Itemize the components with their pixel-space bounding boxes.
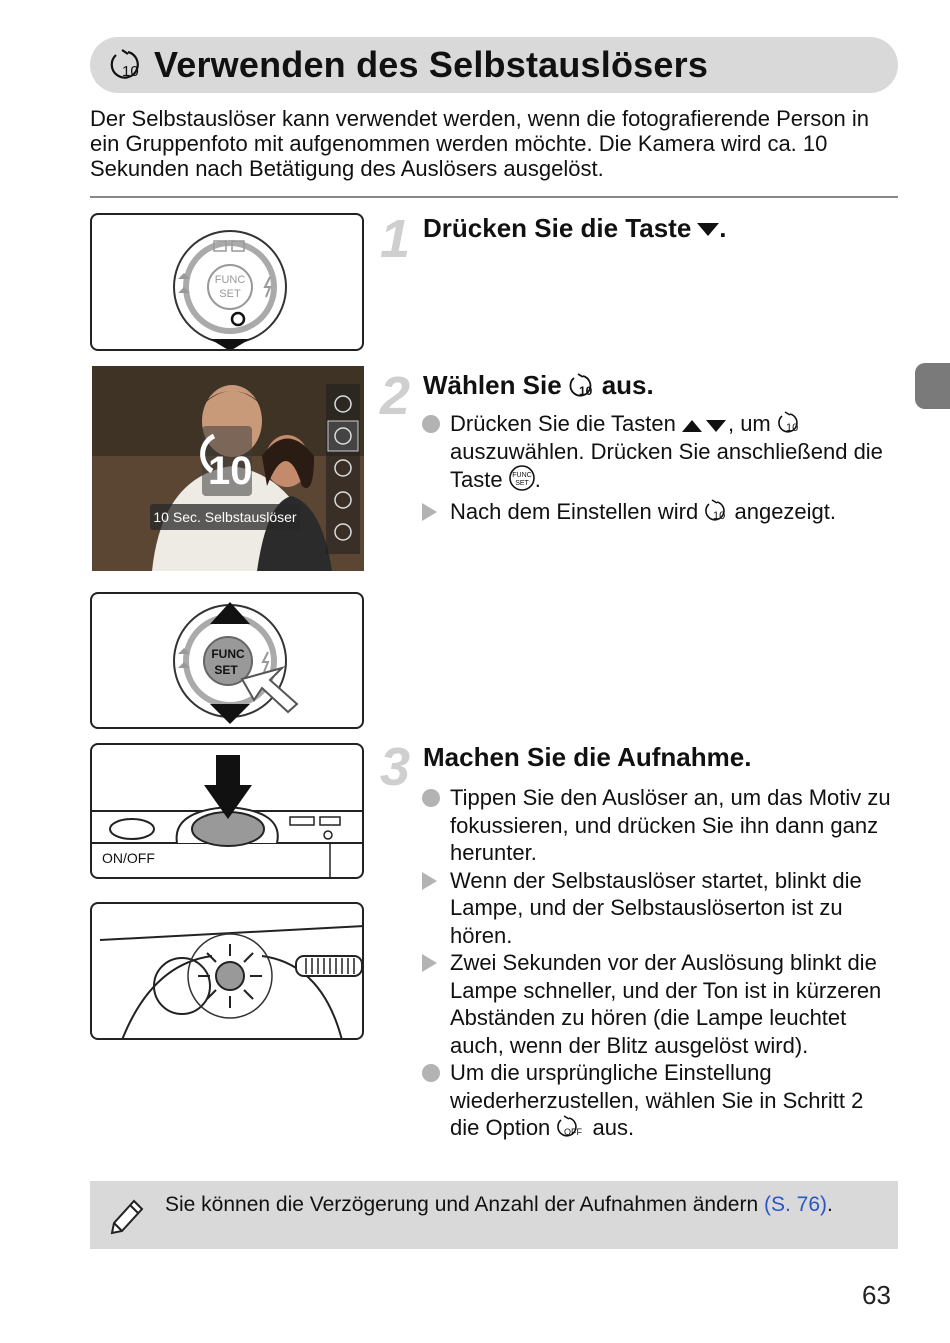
self-timer-10s-icon	[777, 411, 801, 435]
svg-text:10: 10	[578, 383, 593, 398]
shutter-button-icon	[92, 745, 364, 879]
self-timer-10s-icon	[568, 372, 596, 400]
step-2-b1-a: Drücken Sie die Tasten	[450, 411, 676, 436]
control-dial-func-icon	[92, 594, 364, 729]
self-timer-10s-icon	[108, 47, 144, 83]
up-down-arrows-icon	[682, 417, 728, 435]
note-text	[165, 1192, 885, 1218]
func-label-2: FUNC	[211, 647, 245, 661]
note-text-main: Sie können die Verzögerung und Anzahl der Aufnahmen ändern	[165, 1193, 759, 1216]
note-text-end: .	[827, 1193, 833, 1216]
page-number: 63	[862, 1280, 891, 1310]
step-1-heading-text: Drücken Sie die Taste	[423, 213, 692, 243]
step-3-b4-a: Um die ursprüngliche Einstellung wiederherzustellen, wählen Sie in Schritt 2 die Option	[450, 1060, 864, 1140]
svg-text:10: 10	[713, 509, 726, 522]
step-1-heading-end: .	[719, 213, 727, 243]
svg-text:SET: SET	[514, 480, 529, 487]
bullet-dot-icon	[422, 1064, 440, 1082]
step-number-3: 3	[380, 737, 411, 797]
divider	[90, 196, 898, 198]
svg-text:10: 10	[208, 449, 253, 493]
set-label: SET	[219, 288, 241, 300]
dial-illustration-func	[90, 592, 364, 729]
family-photo-preview	[92, 366, 364, 571]
camera-screen-image	[92, 366, 364, 571]
step-2-b2-a: Nach dem Einstellen wird	[450, 498, 699, 524]
step-2-b2-b: angezeigt.	[734, 498, 837, 524]
dial-illustration-down	[90, 213, 364, 351]
func-set-button-icon	[509, 465, 535, 491]
step-2-bullet-2	[422, 498, 897, 526]
step-2-b1-b: , um	[727, 411, 771, 436]
photo-caption: 10 Sec. Selbstauslöser	[153, 509, 297, 525]
step-3-bullet-1	[422, 784, 897, 867]
bullet-triangle-icon	[422, 872, 437, 890]
step-2-heading-pre: Wählen Sie	[423, 370, 562, 400]
chapter-tab	[915, 363, 950, 409]
set-label-2: SET	[214, 663, 238, 677]
control-dial-icon	[92, 215, 364, 351]
svg-text:10: 10	[122, 63, 139, 80]
step-3-bullets	[422, 784, 897, 1142]
bullet-triangle-icon	[422, 954, 437, 972]
step-3-bullet-2	[422, 867, 897, 950]
step-3-b3: Zwei Sekunden vor der Auslösung blinkt die Lampe schneller, und der Ton ist in kürzeren Abständen zu hören (die Lampe leuchtet auch, wenn der Blitz ausgelöst wird).	[450, 950, 882, 1058]
step-3-b2: Wenn der Selbstauslöser startet, blinkt die Lampe, und der Selbstauslöserton ist zu hören.	[450, 867, 862, 948]
step-3-bullet-4	[422, 1059, 897, 1142]
step-2-bullet-1	[422, 410, 897, 494]
bullet-triangle-icon	[422, 503, 437, 521]
svg-text:OFF: OFF	[564, 1127, 583, 1137]
step-2-bullets	[422, 410, 897, 525]
intro-paragraph: Der Selbstauslöser kann verwendet werden, wenn die fotografierende Person in ein Gruppenfoto mit aufgenommen werden möchte. Die Kamera wird ca. 10 Sekunden nach Betätigung des Auslösers ausgelöst.	[90, 106, 870, 181]
svg-text:10: 10	[785, 422, 799, 434]
svg-text:FUNC: FUNC	[511, 472, 532, 479]
step-2-b1-d: .	[534, 467, 541, 492]
step-2-heading	[423, 370, 654, 401]
shutter-illustration	[90, 743, 364, 879]
down-arrow-icon	[697, 221, 719, 237]
page-title: Verwenden des Selbstauslösers	[154, 44, 709, 85]
step-3-b1: Tippen Sie den Auslöser an, um das Motiv zu fokussieren, und drücken Sie ihn dann ganz herunter.	[450, 785, 891, 865]
step-3-heading: Machen Sie die Aufnahme.	[423, 742, 752, 772]
pencil-icon	[104, 1195, 146, 1237]
step-number-2: 2	[380, 366, 411, 426]
self-timer-off-icon	[556, 1115, 586, 1139]
note-page-link[interactable]: (S. 76)	[763, 1193, 827, 1216]
bullet-dot-icon	[422, 415, 440, 433]
step-3-bullet-3	[422, 949, 897, 1059]
func-label: FUNC	[214, 274, 246, 286]
step-number-1: 1	[380, 209, 411, 269]
step-2-b1-c: auszuwählen. Drücken Sie anschließend die Taste	[450, 438, 883, 492]
title-bar	[90, 37, 898, 93]
onoff-label: ON/OFF	[102, 850, 155, 866]
lamp-illustration	[90, 902, 364, 1040]
step-1-heading	[423, 213, 727, 244]
self-timer-lamp-icon	[92, 904, 364, 1040]
self-timer-10s-icon	[704, 499, 728, 523]
step-2-heading-post: aus.	[601, 370, 654, 400]
bullet-dot-icon	[422, 789, 440, 807]
step-3-b4-b: aus.	[592, 1115, 635, 1140]
note-box	[90, 1181, 898, 1249]
